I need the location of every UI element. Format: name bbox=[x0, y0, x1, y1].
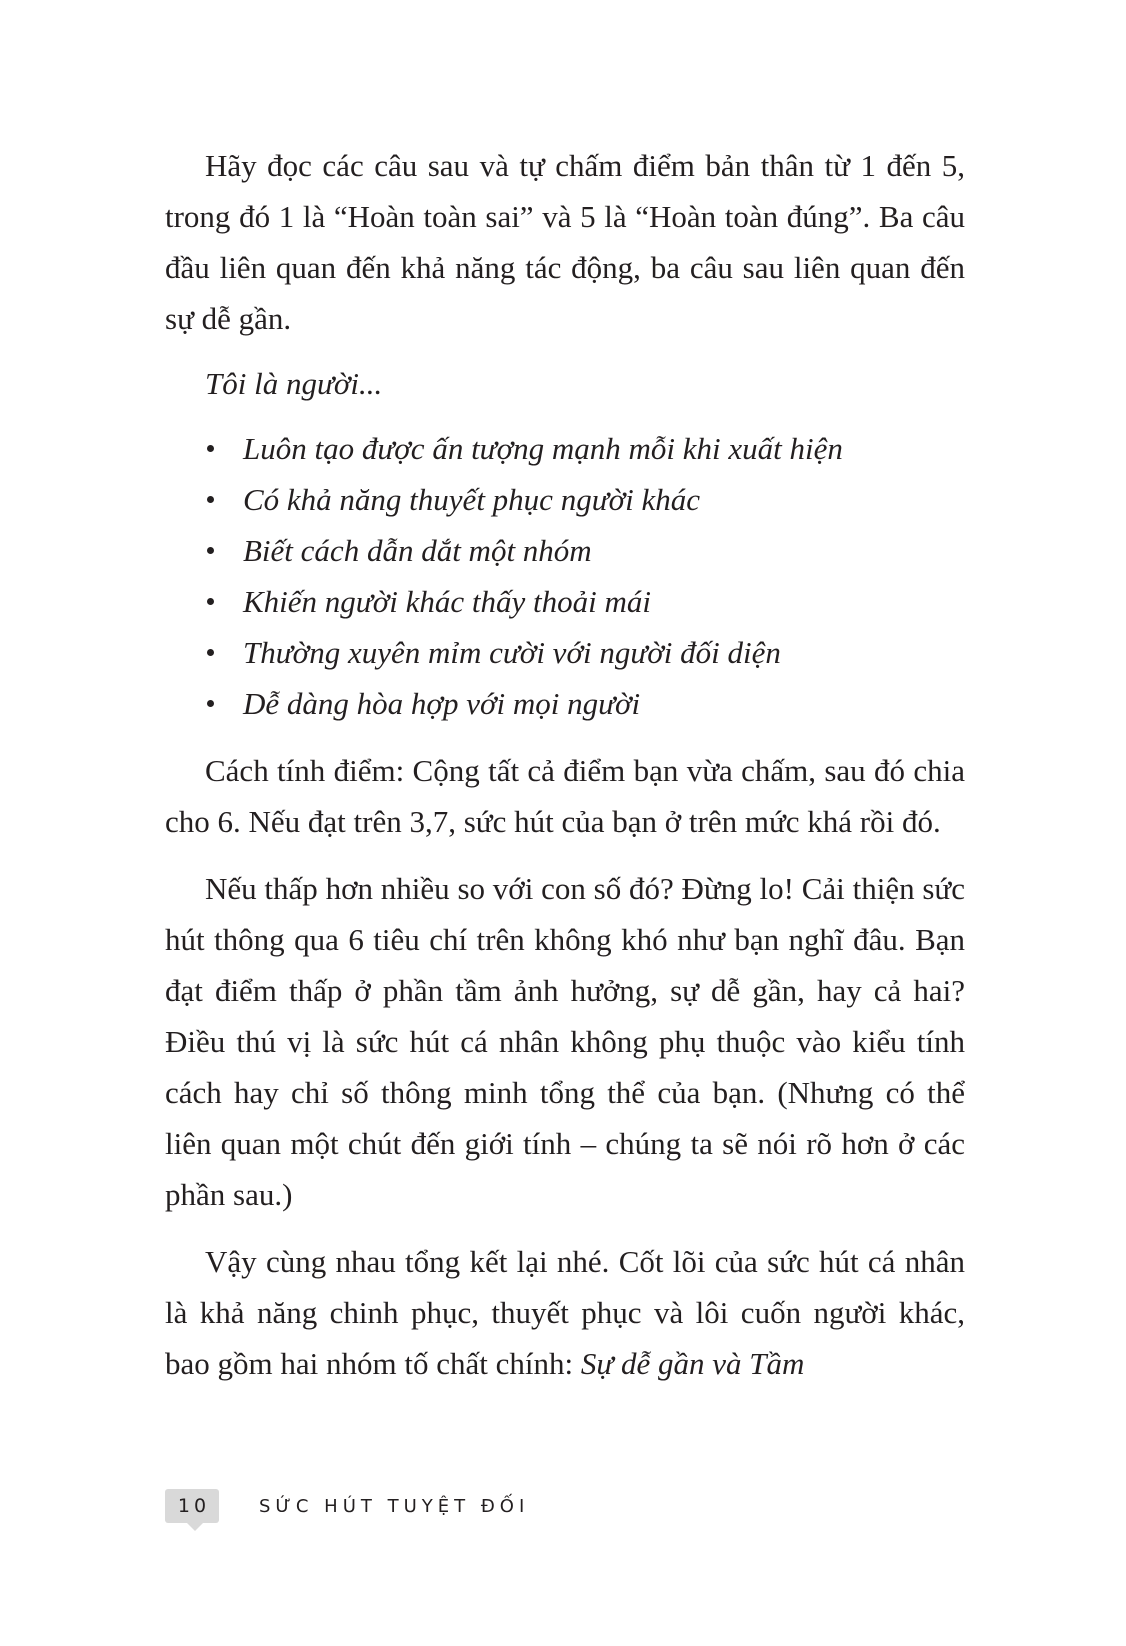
bullet-icon bbox=[207, 496, 214, 503]
list-item bbox=[165, 525, 965, 576]
list-item bbox=[165, 576, 965, 627]
badge-tab-icon bbox=[187, 1523, 203, 1531]
list-item-text: Thường xuyên mỉm cười với người đối diện bbox=[243, 635, 781, 670]
list-item-text: Luôn tạo được ấn tượng mạnh mỗi khi xuất hiện bbox=[243, 431, 843, 466]
paragraph-summary bbox=[165, 1236, 965, 1389]
paragraph-reassurance: Nếu thấp hơn nhiều so với con số đó? Đừng lo! Cải thiện sức hút thông qua 6 tiêu chí trên không khó như bạn nghĩ đâu. Bạn đạt điểm thấp ở phần tầm ảnh hưởng, sự dễ gần, hay cả hai? Điều thú vị là sức hút cá nhân không phụ thuộc vào kiểu tính cách hay chỉ số thông minh tổng thể của bạn. (Nhưng có thể liên quan một chút đến giới tính – chúng ta sẽ nói rõ hơn ở các phần sau.) bbox=[165, 871, 965, 1212]
page-number: 10 bbox=[177, 1495, 211, 1517]
bullet-icon bbox=[207, 598, 214, 605]
paragraph-scoring: Cách tính điểm: Cộng tất cả điểm bạn vừa chấm, sau đó chia cho 6. Nếu đạt trên 3,7, sức hút của bạn ở trên mức khá rồi đó. bbox=[165, 753, 965, 839]
page-footer bbox=[165, 1486, 529, 1526]
bullet-icon bbox=[207, 547, 214, 554]
running-title: SỨC HÚT TUYỆT ĐỐI bbox=[259, 1495, 530, 1517]
bullet-icon bbox=[207, 649, 214, 656]
list-item-text: Khiến người khác thấy thoải mái bbox=[243, 584, 651, 619]
summary-italic-text: Sự dễ gần và Tầm bbox=[580, 1346, 805, 1381]
list-item-text: Có khả năng thuyết phục người khác bbox=[243, 482, 701, 517]
bullet-icon bbox=[207, 445, 214, 452]
list-item-text: Biết cách dẫn dắt một nhóm bbox=[243, 533, 592, 568]
paragraph-instructions: Hãy đọc các câu sau và tự chấm điểm bản thân từ 1 đến 5, trong đó 1 là “Hoàn toàn sai” và 5 là “Hoàn toàn đúng”. Ba câu đầu liên quan đến khả năng tác động, ba câu sau liên quan đến sự dễ gần. bbox=[165, 148, 965, 336]
summary-text: Vậy cùng nhau tổng kết lại nhé. Cốt lõi của sức hút cá nhân là khả năng chinh phục, thuyết phục và lôi cuốn người khác, bao gồm hai nhóm tố chất chính: bbox=[165, 1244, 965, 1381]
list-item bbox=[165, 678, 965, 729]
bullet-icon bbox=[207, 700, 214, 707]
page-body bbox=[165, 140, 965, 1389]
list-lead-in: Tôi là người... bbox=[205, 366, 383, 401]
list-item bbox=[165, 474, 965, 525]
criteria-list bbox=[165, 423, 965, 729]
list-item bbox=[165, 627, 965, 678]
list-item bbox=[165, 423, 965, 474]
page-number-badge bbox=[165, 1489, 219, 1523]
list-item-text: Dễ dàng hòa hợp với mọi người bbox=[243, 686, 641, 721]
